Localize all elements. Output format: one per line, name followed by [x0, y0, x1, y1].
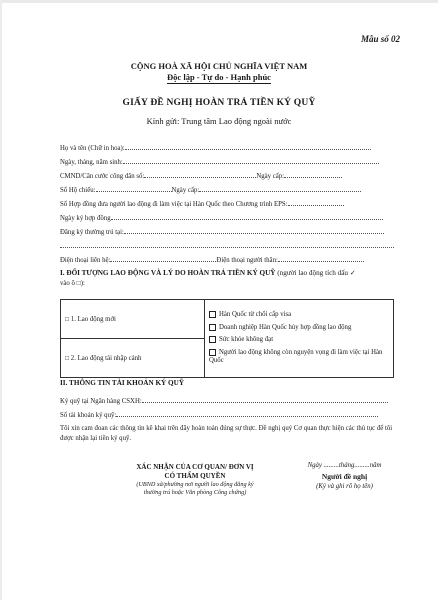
field-full-name: [60, 142, 371, 152]
section1-note-cont: vào ô □):: [60, 280, 85, 287]
fill-line: [124, 226, 384, 234]
fill-line: [278, 254, 364, 262]
authority-note-cont: thường trú hoặc Văn phòng Công chứng): [143, 489, 247, 496]
reason-table: [60, 299, 394, 378]
field-label: Điện thoại người thân:: [216, 257, 278, 264]
checkbox[interactable]: [209, 324, 216, 331]
field-label: Ngày ký hợp đồng: [60, 215, 111, 222]
field-bank: [60, 395, 388, 405]
field-contract-no: [60, 198, 344, 208]
motto: [0, 72, 438, 82]
scan-edge-top: [0, 0, 438, 3]
section2-heading: II. THÔNG TIN TÀI KHOẢN KÝ QUỸ: [60, 379, 185, 387]
field-phone: [60, 254, 364, 264]
reason-label: Sức khỏe không đạt: [219, 336, 274, 344]
field-label: Ngày cấp:: [171, 187, 200, 194]
fill-line: [96, 184, 172, 192]
option-reentry-worker[interactable]: [61, 339, 205, 378]
field-dob: [60, 156, 379, 166]
option-new-worker[interactable]: [61, 300, 205, 339]
fill-line: [284, 170, 342, 178]
reason-visa-denied[interactable]: [209, 309, 389, 322]
option-label: □ 2. Lao động tái nhập cảnh: [65, 354, 142, 362]
document-title: GIẤY ĐỀ NGHỊ HOÀN TRẢ TIỀN KÝ QUỸ: [122, 98, 316, 108]
field-label: Số Hợp đồng đưa người lao động đi làm việc tại Hàn Quốc theo Chương trình EPS:: [60, 201, 288, 208]
reason-label: Người lao động không còn nguyện vọng đi làm việc tại Hàn Quốc: [209, 348, 383, 365]
field-contract-date: [60, 212, 383, 222]
reason-label: Hàn Quốc từ chối cấp visa: [219, 311, 292, 319]
scan-edge-left: [0, 0, 2, 600]
option-label: □ 1. Lao động mới: [65, 315, 116, 323]
reason-cell: [205, 300, 394, 378]
field-residence: [60, 226, 384, 236]
section1-note: (người lao động tích dấu ✓: [277, 269, 356, 277]
national-title: CỘNG HOÀ XÃ HỘI CHỦ NGHĨA VIỆT NAM: [130, 61, 308, 71]
field-label: Ngày, tháng, năm sinh:: [60, 159, 123, 166]
section1-title: I. ĐỐI TƯỢNG LAO ĐỘNG VÀ LÝ DO HOÀN TRẢ TIỀN KÝ QUỸ: [60, 269, 276, 277]
section1-heading: [60, 268, 356, 277]
field-label: Số tài khoản ký quỹ:: [60, 412, 117, 419]
motto-text: Độc lập - Tự do - Hạnh phúc: [167, 72, 271, 82]
checkbox[interactable]: [209, 349, 216, 356]
checkbox[interactable]: [209, 336, 216, 343]
reason-label: Doanh nghiệp Hàn Quốc hủy hợp đồng lao động: [219, 323, 352, 331]
field-label: Điện thoại liên hệ:: [60, 257, 111, 264]
fill-line: [116, 409, 378, 417]
fill-line: [60, 240, 394, 248]
authority-title: XÁC NHẬN CỦA CƠ QUAN/ ĐƠN VỊ: [136, 463, 254, 471]
fill-line: [288, 198, 344, 206]
fill-line: [144, 170, 256, 178]
reason-contract-cancelled[interactable]: [209, 322, 389, 335]
fill-line: [111, 212, 383, 220]
signature-note: (Ký và ghi rõ họ tên): [316, 483, 373, 490]
field-label: Họ và tên (Chữ in hoa):: [60, 145, 125, 152]
fill-line: [142, 395, 388, 403]
field-residence-cont: [60, 240, 394, 250]
authority-confirmation: [100, 463, 290, 497]
field-label: Đăng ký thường trú tại:: [60, 229, 124, 236]
commitment-text: Tôi xin cam đoan các thông tin kê khai trên đây hoàn toàn đúng sự thực. Đề nghị quý Cơ quan thực hiện các thủ tục để tôi được nhận lại tiền ký quỹ.: [60, 425, 393, 442]
field-passport: [60, 184, 361, 194]
field-label: Ngày cấp:: [256, 173, 285, 180]
field-id-number: [60, 170, 342, 180]
reason-no-longer-wish[interactable]: [209, 347, 389, 368]
fill-line: [199, 184, 361, 192]
form-number: Mẫu số 02: [360, 34, 400, 44]
addressee: Kính gửi: Trung tâm Lao động ngoài nước: [146, 116, 292, 126]
authority-title-cont: CÓ THẨM QUYỀN: [164, 472, 226, 480]
checkbox[interactable]: [209, 311, 216, 318]
applicant-signature: [272, 461, 417, 492]
field-account: [60, 409, 378, 419]
fill-line: [110, 254, 216, 262]
field-label: CMND/Căn cước công dân số:: [60, 173, 145, 180]
signature-date: Ngày .........tháng.........năm: [307, 462, 382, 469]
fill-line: [123, 156, 379, 164]
authority-note: (UBND xã/phường nơi người lao động đăng ký: [136, 481, 254, 488]
applicant-title: Người đề nghị: [321, 472, 368, 481]
reason-health[interactable]: [209, 334, 389, 347]
field-label: Số Hộ chiếu:: [60, 187, 96, 194]
field-label: Ký quỹ tại Ngân hàng CSXH:: [60, 398, 142, 405]
fill-line: [125, 142, 371, 150]
